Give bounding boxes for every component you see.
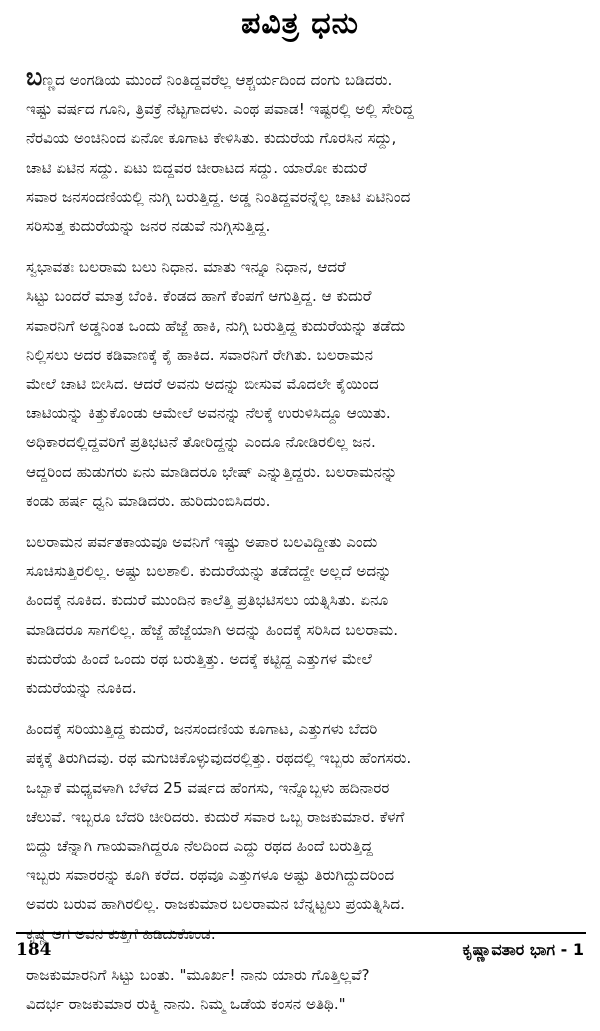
line-text: ಮಾಡಿದರೂ ಸಾಗಲಿಲ್ಲ. ಹೆಜ್ಜೆ ಹೆಜ್ಜೆಯಾಗಿ ಅದನ್ನು ಹಿಂದಕ್ಕೆ ಸರಿಸಿದ ಬಲರಾಮ. [26, 620, 399, 639]
line-text: ಆದ್ದರಿಂದ ಹುಡುಗರು ಏನು ಮಾಡಿದರೂ ಭೇಷ್ ಎನ್ನುತ್ತಿದ್ದರು. ಬಲರಾಮನನ್ನು [26, 462, 398, 481]
line-text: ಅವರು ಬರುವ ಹಾಗಿರಲಿಲ್ಲ. ರಾಜಕುಮಾರ ಬಲರಾಮನ ಬೆನ್ನಟ್ಟಲು ಪ್ರಯತ್ನಿಸಿದ. [26, 895, 406, 914]
text-line [26, 253, 582, 282]
paragraph [26, 253, 582, 516]
paragraph [26, 63, 582, 241]
line-text: ಇಬ್ಬರು ಸವಾರರನ್ನು ಕೂಗಿ ಕರೆದ. ರಥವೂ ಎತ್ತುಗಳೂ ಅಷ್ಟು ತಿರುಗಿದ್ದುದರಿಂದ [26, 866, 395, 885]
text-line [26, 428, 582, 457]
line-text: ಸವಾರನಿಗೆ ಅಡ್ಡನಿಂತ ಒಂದು ಹೆಜ್ಜೆ ಹಾಕಿ, ನುಗ್ಗಿ ಬರುತ್ತಿದ್ದ ಕುದುರೆಯನ್ನು ತಡೆದು [26, 316, 406, 335]
text-line [26, 63, 582, 95]
line-text: ಇಷ್ಟು ವರ್ಷದ ಗೂನಿ, ತ್ರಿವಕ್ರೆ ನೆಟ್ಟಗಾದಳು. ಎಂಥ ಪವಾಡ! ಇಷ್ಟರಲ್ಲಿ ಅಲ್ಲಿ ಸೇರಿದ್ದ [26, 100, 414, 119]
running-title: ಕೃಷ್ಣಾವತಾರ ಭಾಗ - 1 [462, 940, 584, 959]
text-line [26, 282, 582, 311]
line-text: ಣ್ಣದ ಅಂಗಡಿಯ ಮುಂದೆ ನಿಂತಿದ್ದವರೆಲ್ಲ ಆಶ್ಚರ್ಯದಿಂದ ದಂಗು ಬಡಿದರು. [42, 71, 393, 89]
text-line [26, 95, 582, 124]
paragraph [26, 715, 582, 949]
text-line [26, 528, 582, 557]
line-text: ಚೆಲುವೆ. ಇಬ್ಬರೂ ಬೆದರಿ ಚೀರಿದರು. ಕುದುರೆ ಸವಾರ ಒಬ್ಬ ರಾಜಕುಮಾರ. ಕೆಳಗೆ [26, 807, 405, 826]
line-text: ಪಕ್ಕಕ್ಕೆ ತಿರುಗಿದವು. ರಥ ಮಗುಚಿಕೊಳ್ಳುವುದರಲ್ಲಿತ್ತು. ರಥದಲ್ಲಿ ಇಬ್ಬರು ಹೆಂಗಸರು. [26, 749, 412, 768]
line-text: ಚಾಟಿ ಏಟಿನ ಸದ್ದು. ಏಟು ಬಿದ್ದವರ ಚೀರಾಟದ ಸದ್ದು. ಯಾರೋ ಕುದುರೆ [26, 158, 367, 177]
text-line [26, 370, 582, 399]
line-text: ಸೂಚಿಸುತ್ತಿರಲಿಲ್ಲ. ಅಷ್ಟು ಬಲಶಾಲಿ. ಕುದುರೆಯನ್ನು ತಡೆದದ್ದೇ ಅಲ್ಲದೆ ಅದನ್ನು [26, 562, 392, 581]
text-line [26, 154, 582, 183]
line-text: ನಿಲ್ಲಿಸಲು ಅದರ ಕಡಿವಾಣಕ್ಕೆ ಕೈ ಹಾಕಿದ. ಸವಾರನಿಗೆ ರೇಗಿತು. ಬಲರಾಮನ [26, 345, 374, 364]
text-line [26, 212, 582, 241]
text-line [26, 715, 582, 744]
line-text: ಅಧಿಕಾರದಲ್ಲಿದ್ದವರಿಗೆ ಪ್ರತಿಭಟನೆ ತೋರಿದ್ದನ್ನು ಎಂದೂ ನೋಡಿರಲಿಲ್ಲ ಜನ. [26, 433, 376, 452]
page-number: 184 [16, 940, 52, 960]
drop-cap: ಬ [26, 63, 43, 91]
text-line [26, 890, 582, 919]
text-line [26, 774, 582, 803]
line-text: ನೆರವಿಯ ಅಂಚಿನಿಂದ ಏನೋ ಕೂಗಾಟ ಕೇಳಿಸಿತು. ಕುದುರೆಯ ಗೊರಸಿನ ಸದ್ದು, [26, 129, 397, 148]
line-text: ಕೃಷ್ಣ ಆಗ ಅವನ ಕುತ್ತಿಗೆ ಹಿಡಿದುಕೊಂಡ. [26, 924, 216, 943]
text-line [26, 832, 582, 861]
text-line [26, 990, 582, 1019]
line-text: ಹಿಂದಕ್ಕೆ ನೂಕಿದ. ಕುದುರೆ ಮುಂದಿನ ಕಾಲೆತ್ತಿ ಪ್ರತಿಭಟಿಸಲು ಯತ್ನಿಸಿತು. ಏನೂ [26, 591, 389, 610]
text-line [26, 674, 582, 703]
text-line [26, 341, 582, 370]
paragraph [26, 528, 582, 703]
text-line [26, 744, 582, 773]
line-text: ಬಲರಾಮನ ಪರ್ವತಕಾಯವೂ ಅವನಿಗೆ ಇಷ್ಟು ಅಪಾರ ಬಲವಿದ್ದೀತು ಎಂದು [26, 533, 378, 552]
chapter-title: ಪವಿತ್ರ ಧನು [241, 6, 359, 41]
line-text: ಕುದುರೆಯನ್ನು ನೂಕಿದ. [26, 679, 137, 698]
text-line [26, 124, 582, 153]
text-line [26, 645, 582, 674]
line-text: ಒಬ್ಬಾಕೆ ಮಧ್ಯವಳಾಗಿ ಬೆಳೆದ 25 ವರ್ಷದ ಹೆಂಗಸು, ಇನ್ನೊಬ್ಬಳು ಹದಿನಾರರ [26, 778, 390, 797]
text-line [26, 861, 582, 890]
text-line [26, 312, 582, 341]
body-text [26, 63, 582, 1031]
line-text: ಕಂಡು ಹರ್ಷ ಧ್ವನಿ ಮಾಡಿದರು. ಹುರಿದುಂಬಿಸಿದರು. [26, 491, 271, 510]
text-line [26, 183, 582, 212]
line-text: ಬಿದ್ದು ಚೆನ್ನಾಗಿ ಗಾಯವಾಗಿದ್ದರೂ ನೆಲದಿಂದ ಎದ್ದು ರಥದ ಹಿಂದೆ ಬರುತ್ತಿದ್ದ [26, 837, 373, 856]
line-text: ಕುದುರೆಯ ಹಿಂದೆ ಒಂದು ರಥ ಬರುತ್ತಿತ್ತು. ಅದಕ್ಕೆ ಕಟ್ಟಿದ್ದ ಎತ್ತುಗಳ ಮೇಲೆ [26, 649, 372, 668]
line-text: ಸವಾರ ಜನಸಂದಣಿಯಲ್ಲಿ ನುಗ್ಗಿ ಬರುತ್ತಿದ್ದ. ಅಡ್ಡ ನಿಂತಿದ್ದವರನ್ನೆಲ್ಲ ಚಾಟಿ ಏಟಿನಿಂದ [26, 187, 411, 206]
text-line [26, 557, 582, 586]
line-text: ವಿದರ್ಭ ರಾಜಕುಮಾರ ರುಕ್ಮಿ ನಾನು. ನಿಮ್ಮ ಒಡೆಯ ಕಂಸನ ಅತಿಥಿ." [26, 995, 346, 1014]
text-line [26, 586, 582, 615]
line-text: ರಾಜಕುಮಾರನಿಗೆ ಸಿಟ್ಟು ಬಂತು. "ಮೂರ್ಖ! ನಾನು ಯಾರು ಗೊತ್ತಿಲ್ಲವೆ? [26, 965, 370, 984]
line-text: ಸಿಟ್ಟು ಬಂದರೆ ಮಾತ್ರ ಬೆಂಕಿ. ಕೆಂಡದ ಹಾಗೆ ಕೆಂಪಗೆ ಆಗುತ್ತಿದ್ದ. ಆ ಕುದುರೆ [26, 287, 372, 306]
text-line [26, 803, 582, 832]
paragraph [26, 961, 582, 1019]
text-line [26, 616, 582, 645]
line-text: ಸರಿಸುತ್ತ ಕುದುರೆಯನ್ನು ಜನರ ನಡುವೆ ನುಗ್ಗಿಸುತ್ತಿದ್ದ. [26, 217, 271, 236]
line-text: ಸ್ವಭಾವತಃ ಬಲರಾಮ ಬಲು ನಿಧಾನ. ಮಾತು ಇನ್ನೂ ನಿಧಾನ, ಆದರೆ [26, 258, 346, 277]
text-line [26, 458, 582, 487]
line-text: ಮೇಲೆ ಚಾಟಿ ಬೀಸಿದ. ಆದರೆ ಅವನು ಅದನ್ನು ಬೀಸುವ ಮೊದಲೇ ಕೈಯಿಂದ [26, 375, 379, 394]
text-line [26, 487, 582, 516]
text-line [26, 399, 582, 428]
line-text: ಹಿಂದಕ್ಕೆ ಸರಿಯುತ್ತಿದ್ದ ಕುದುರೆ, ಜನಸಂದಣಿಯ ಕೂಗಾಟ, ಎತ್ತುಗಳು ಬೆದರಿ [26, 720, 378, 739]
line-text: ಚಾಟಿಯನ್ನು ಕಿತ್ತುಕೊಂಡು ಆಮೇಲೆ ಅವನನ್ನು ನೆಲಕ್ಕೆ ಉರುಳಿಸಿದ್ದೂ ಆಯಿತು. [26, 404, 391, 423]
footer-divider [16, 932, 586, 934]
